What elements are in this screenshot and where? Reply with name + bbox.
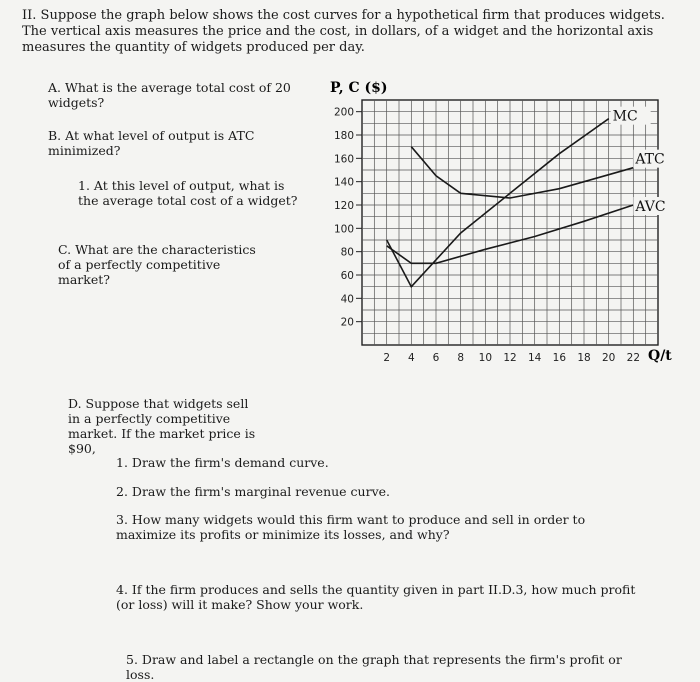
question-d5 bbox=[126, 652, 626, 682]
chart-grid bbox=[362, 100, 658, 345]
y-tick-label: 20 bbox=[340, 316, 354, 329]
question-c-label: C. bbox=[58, 242, 72, 257]
y-tick-label: 180 bbox=[333, 130, 354, 142]
y-tick-label: 160 bbox=[333, 153, 354, 166]
problem-intro: II. Suppose the graph below shows the cost curves for a hypothetical firm that produces widgets. The vertical axis measures the price and the cost, in dollars, of a widget and the horizontal axis measures the quantity of widgets produced per day. bbox=[22, 8, 665, 55]
question-b1-text: At this level of output, what is the average total cost of a widget? bbox=[78, 178, 298, 208]
question-d2-text: Draw the firm's marginal revenue curve. bbox=[131, 484, 390, 499]
question-d4 bbox=[116, 582, 636, 612]
question-d3-text: How many widgets would this firm want to produce and sell in order to maximize its profits or minimize its losses, and why? bbox=[116, 512, 586, 542]
question-d-text: Suppose that widgets sell in a perfectly competitive market. If the market price is $90, bbox=[68, 396, 256, 456]
question-b1 bbox=[78, 178, 298, 208]
question-d3-label: 3. bbox=[116, 512, 128, 527]
question-b bbox=[48, 128, 328, 158]
chart-ticks bbox=[334, 107, 640, 364]
x-tick-label: 12 bbox=[503, 352, 517, 364]
question-c-text: What are the characteristics of a perfectly competitive market? bbox=[58, 242, 256, 287]
x-tick-label: 14 bbox=[527, 352, 542, 364]
curve-label-avc: AVC bbox=[635, 199, 666, 215]
chart-curves bbox=[387, 107, 674, 287]
x-tick-label: 6 bbox=[432, 352, 440, 364]
question-a-text: What is the average total cost of 20 widgets? bbox=[48, 80, 291, 110]
y-tick-label: 60 bbox=[340, 270, 354, 282]
question-b-label: B. bbox=[48, 128, 62, 143]
question-d bbox=[68, 396, 258, 456]
question-a-label: A. bbox=[48, 80, 62, 95]
x-tick-label: 16 bbox=[552, 352, 567, 364]
question-d1 bbox=[116, 455, 516, 470]
question-b-text: At what level of output is ATC minimized? bbox=[48, 128, 255, 158]
y-tick-label: 200 bbox=[333, 106, 354, 119]
x-axis-title: Q/t bbox=[648, 348, 672, 364]
y-tick-label: 80 bbox=[340, 246, 354, 259]
x-tick-label: 18 bbox=[577, 352, 591, 364]
y-tick-label: 120 bbox=[333, 200, 354, 212]
question-d4-text: If the firm produces and sells the quantity given in part II.D.3, how much profit (or loss) will it make? Show your work. bbox=[116, 582, 636, 612]
question-b1-label: 1. bbox=[78, 178, 90, 193]
question-a bbox=[48, 80, 308, 110]
cost-curves-chart bbox=[320, 76, 690, 376]
question-d-label: D. bbox=[68, 396, 82, 411]
question-d2-label: 2. bbox=[116, 484, 128, 499]
y-axis-title: P, C ($) bbox=[330, 80, 388, 96]
question-d2 bbox=[116, 484, 516, 499]
x-tick-label: 20 bbox=[601, 352, 616, 364]
x-tick-label: 2 bbox=[383, 352, 391, 364]
question-d5-text: Draw and label a rectangle on the graph that represents the firm's profit or loss. bbox=[126, 652, 622, 682]
y-tick-label: 40 bbox=[340, 293, 354, 306]
question-d1-text: Draw the firm's demand curve. bbox=[131, 455, 329, 470]
question-d3 bbox=[116, 512, 636, 542]
x-tick-label: 8 bbox=[457, 352, 465, 364]
question-d5-label: 5. bbox=[126, 652, 138, 667]
question-d1-label: 1. bbox=[116, 455, 128, 470]
y-tick-label: 100 bbox=[333, 223, 354, 236]
x-tick-label: 10 bbox=[478, 352, 493, 364]
curve-label-mc: MC bbox=[612, 108, 638, 125]
question-d4-label: 4. bbox=[116, 582, 128, 597]
y-tick-label: 140 bbox=[333, 176, 354, 189]
curve-label-atc: ATC bbox=[635, 151, 665, 168]
question-c bbox=[58, 242, 268, 287]
x-tick-label: 22 bbox=[626, 352, 641, 364]
x-tick-label: 4 bbox=[407, 352, 415, 364]
